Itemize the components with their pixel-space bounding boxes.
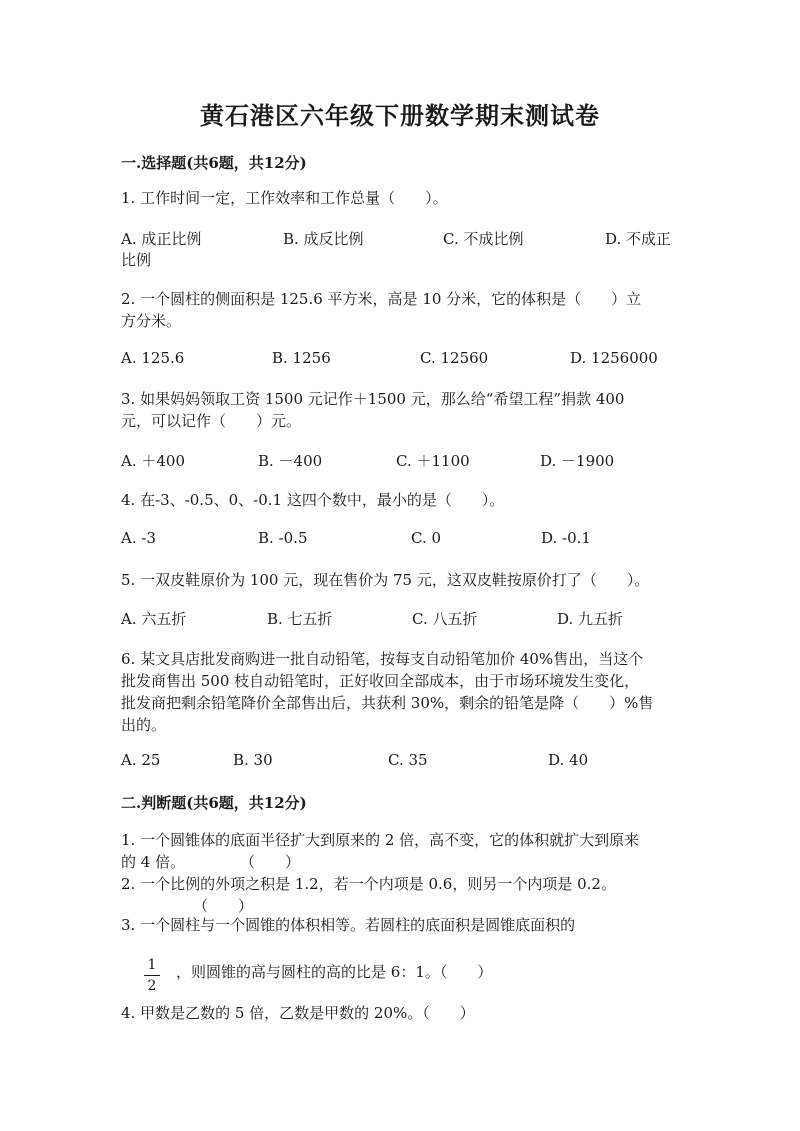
question-5-option-d: D. 九五折 xyxy=(557,610,624,628)
question-4-option-c: C. 0 xyxy=(411,529,442,547)
question-1-option-c: C. 不成比例 xyxy=(443,230,524,248)
question-3-line-2: 元，可以记作（ ）元。 xyxy=(121,412,302,430)
question-2-option-a: A. 125.6 xyxy=(121,349,185,367)
question-1-line-1: 1. 工作时间一定，工作效率和工作总量（ ）。 xyxy=(121,189,448,207)
question-5-option-a: A. 六五折 xyxy=(121,610,187,628)
question-6-line-4: 出的。 xyxy=(121,716,167,734)
question-5-line-1: 5. 一双皮鞋原价为 100 元，现在售价为 75 元，这双皮鞋按原价打了（ ）。 xyxy=(121,571,650,589)
question-1-option-d-wrap: 比例 xyxy=(121,251,152,269)
question-4-option-d: D. -0.1 xyxy=(541,529,591,547)
question-6-line-1: 6. 某文具店批发商购进一批自动铅笔，按每支自动铅笔加价 40%售出，当这个 xyxy=(121,650,644,668)
question-2-option-d: D. 1256000 xyxy=(570,349,658,367)
question-2-option-c: C. 12560 xyxy=(420,349,489,367)
judgment-3-line-1: 3. 一个圆柱与一个圆锥的体积相等。若圆柱的底面积是圆锥底面积的 xyxy=(121,916,576,934)
fraction-bar xyxy=(144,975,160,976)
question-2-option-b: B. 1256 xyxy=(272,349,331,367)
page-title: 黄石港区六年级下册数学期末测试卷 xyxy=(200,101,600,130)
question-3-option-c: C. ＋1100 xyxy=(396,452,470,470)
question-2-line-2: 方分米。 xyxy=(121,312,182,330)
judgment-1-line-1: 1. 一个圆锥体的底面半径扩大到原来的 2 倍，高不变，它的体积就扩大到原来 xyxy=(121,831,640,849)
question-4-option-a: A. -3 xyxy=(121,529,156,547)
judgment-2-line-1: 2. 一个比例的外项之积是 1.2，若一个内项是 0.6，则另一个内项是 0.2。 xyxy=(121,875,616,893)
question-5-option-b: B. 七五折 xyxy=(267,610,333,628)
question-3-option-d: D. －1900 xyxy=(540,452,615,470)
question-2-line-1: 2. 一个圆柱的侧面积是 125.6 平方米，高是 10 分米，它的体积是（ ）立 xyxy=(121,290,642,308)
fraction-one-half xyxy=(144,957,160,994)
judgment-2-answer-bracket: （ ） xyxy=(193,897,254,915)
section-heading-judgment: 二.判断题(共6题，共12分) xyxy=(121,794,307,812)
fraction-numerator: 1 xyxy=(147,957,157,973)
question-6-option-a: A. 25 xyxy=(121,751,161,769)
question-6-option-b: B. 30 xyxy=(233,751,273,769)
question-5-option-c: C. 八五折 xyxy=(412,610,478,628)
question-4-option-b: B. -0.5 xyxy=(258,529,308,547)
question-3-option-a: A. ＋400 xyxy=(121,452,185,470)
judgment-3-line-2: ，则圆锥的高与圆柱的高的比是 6：1。（ ） xyxy=(176,963,493,981)
question-3-option-b: B. －400 xyxy=(258,452,323,470)
question-6-option-d: D. 40 xyxy=(548,751,589,769)
judgment-1-answer-bracket: （ ） xyxy=(240,853,301,871)
section-heading-choice: 一.选择题(共6题，共12分) xyxy=(121,154,307,172)
question-6-option-c: C. 35 xyxy=(388,751,428,769)
judgment-4-line-1: 4. 甲数是乙数的 5 倍，乙数是甲数的 20%。（ ） xyxy=(121,1004,475,1022)
question-3-line-1: 3. 如果妈妈领取工资 1500 元记作＋1500 元，那么给“希望工程”捐款 400 xyxy=(121,390,625,408)
question-1-option-a: A. 成正比例 xyxy=(121,230,202,248)
question-1-option-d: D. 不成正 xyxy=(605,230,672,248)
judgment-1-line-2: 的 4 倍。 xyxy=(121,853,186,871)
question-1-option-b: B. 成反比例 xyxy=(283,230,364,248)
question-6-line-3: 批发商把剩余铅笔降价全部售出后，共获利 30%，剩余的铅笔是降（ ）%售 xyxy=(121,694,654,712)
question-4-line-1: 4. 在-3、-0.5、0、-0.1 这四个数中，最小的是（ ）。 xyxy=(121,491,505,509)
question-6-line-2: 批发商售出 500 枝自动铅笔时，正好收回全部成本，由于市场环境发生变化， xyxy=(121,672,640,690)
fraction-denominator: 2 xyxy=(147,978,157,994)
